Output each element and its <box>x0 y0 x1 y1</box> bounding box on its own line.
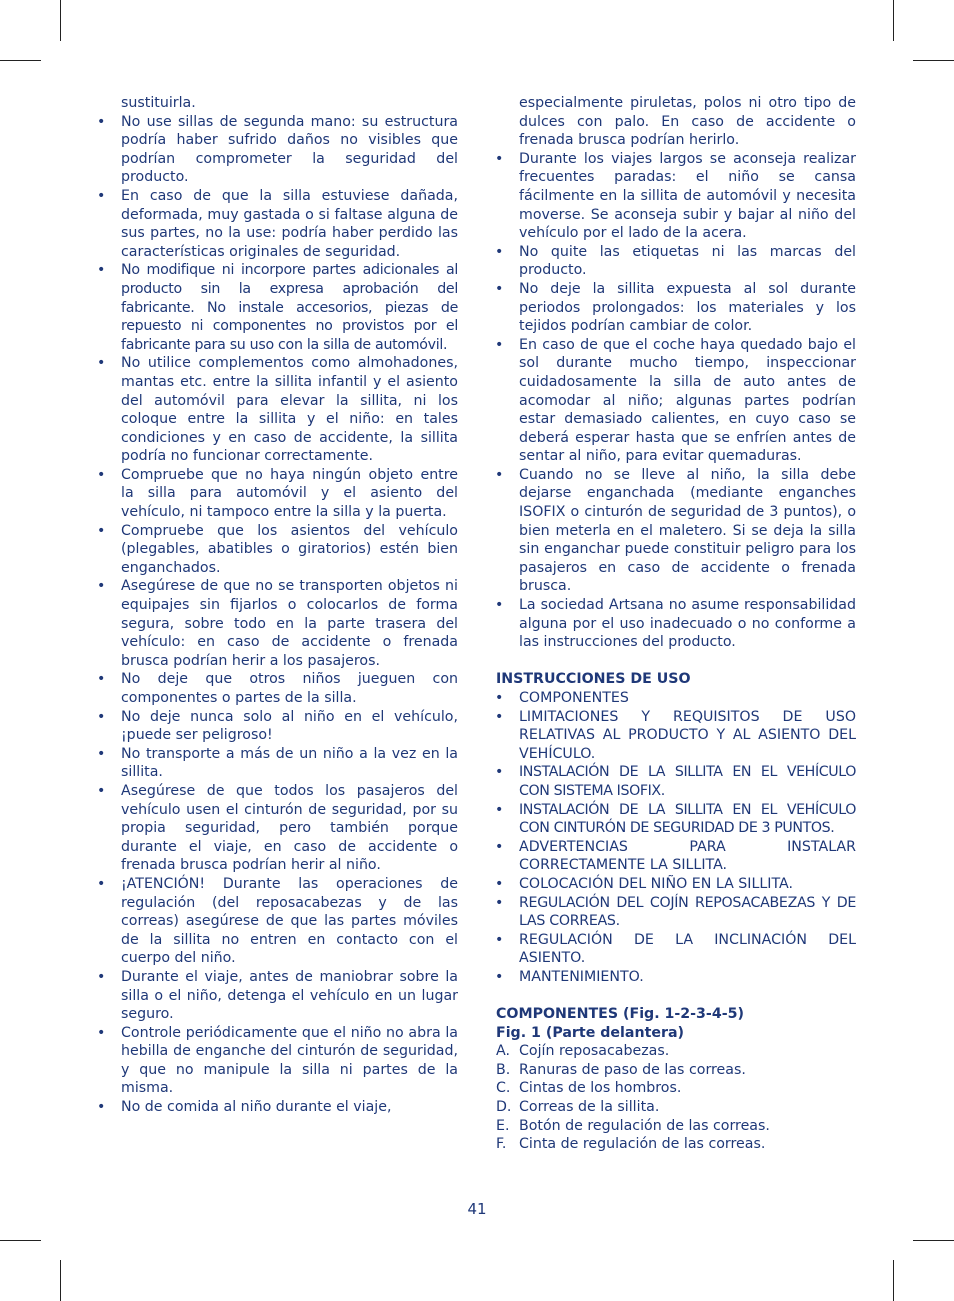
item-text: Cojín reposacabezas. <box>519 1043 670 1060</box>
list-item: • La sociedad Artsana no asume responsabilidad alguna por el uso inadecuado o no conforme a las instrucciones del producto. <box>519 596 856 652</box>
component-item <box>496 1135 856 1154</box>
index-item: • LIMITACIONES Y REQUISITOS DE USO RELATIVAS AL PRODUCTO Y AL ASIENTO DEL VEHÍCULO. <box>519 708 856 764</box>
index-item: • INSTALACIÓN DE LA SILLITA EN EL VEHÍCULO CON SISTEMA ISOFIX. <box>519 763 856 800</box>
crop-mark <box>893 0 894 41</box>
item-text: Botón de regulación de las correas. <box>519 1117 770 1134</box>
list-item: • Controle periódicamente que el niño no abra la hebilla de enganche del cinturón de seguridad, y que no manipule la silla ni partes de la misma. <box>121 1024 458 1098</box>
continuation-text: especialmente piruletas, polos ni otro tipo de dulces con palo. En caso de accidente o frenada brusca podrían herirlo. <box>519 95 856 149</box>
list-item: • Durante los viajes largos se aconseja realizar frecuentes paradas: el niño se cansa fácilmente en la sillita de automóvil y necesita moverse. Se aconseja subir y bajar al niño del vehículo por el lado de la acera. <box>519 150 856 243</box>
list-item: • En caso de que el coche haya quedado bajo el sol durante mucho tiempo, inspeccionar cuidadosamente la silla de auto antes de acomodar al niño; algunas partes podrían estar demasiado calientes, en cuyo caso se deberá esperar hasta que se enfríen antes de sentar al niño, para evitar quemaduras. <box>519 336 856 466</box>
list-item: • Asegúrese de que todos los pasajeros del vehículo usen el cinturón de seguridad, por su propia seguridad, pero también porque durante el viaje, en caso de accidente o frenada brusca podrían herir al niño. <box>121 782 458 875</box>
index-item: • REGULACIÓN DEL COJÍN REPOSACABEZAS Y DE LAS CORREAS. <box>519 894 856 931</box>
item-letter: C. <box>496 1080 511 1097</box>
component-item <box>496 1079 856 1098</box>
list-item: • No utilice complementos como almohadones, mantas etc. entre la sillita infantil y el asiento del automóvil para elevar la sillita, ni los coloque entre la sillita y el niño: en tales condiciones y en caso de accidente, la sillita podría no funcionar correctamente. <box>121 354 458 466</box>
safety-warnings-list <box>519 150 856 652</box>
crop-mark <box>0 60 41 61</box>
item-text: Cintas de los hombros. <box>519 1080 682 1097</box>
index-item: • COMPONENTES <box>519 689 856 708</box>
item-text: Cinta de regulación de las correas. <box>519 1136 766 1153</box>
right-column <box>496 94 856 1154</box>
list-item: • No deje que otros niños jueguen con componentes o partes de la silla. <box>121 670 458 707</box>
index-item: • INSTALACIÓN DE LA SILLITA EN EL VEHÍCULO CON CINTURÓN DE SEGURIDAD DE 3 PUNTOS. <box>519 801 856 838</box>
crop-mark <box>913 60 954 61</box>
components-list <box>496 1042 856 1154</box>
continuation-text: sustituirla. <box>121 95 196 111</box>
index-item: • ADVERTENCIAS PARA INSTALAR CORRECTAMENTE LA SILLITA. <box>519 838 856 875</box>
list-item: • Asegúrese de que no se transporten objetos ni equipajes sin fijarlos o colocarlos de forma segura, sobre todo en la parte trasera del vehículo: en caso de accidente o frenada brusca podrían herir a los pasajeros. <box>121 577 458 670</box>
item-text: Correas de la sillita. <box>519 1099 660 1116</box>
list-item: • No use sillas de segunda mano: su estructura podría haber sufrido daños no visibles que podrían comprometer la seguridad del producto. <box>121 113 458 187</box>
list-item: • Compruebe que los asientos del vehículo (plegables, abatibles o giratorios) estén bien enganchados. <box>121 522 458 578</box>
index-item: • MANTENIMIENTO. <box>519 968 856 987</box>
components-heading: COMPONENTES (Fig. 1-2-3-4-5) <box>496 1006 744 1023</box>
crop-mark <box>913 1240 954 1241</box>
page-number: 41 <box>467 1200 487 1218</box>
item-letter: D. <box>496 1099 512 1116</box>
item-letter: B. <box>496 1061 511 1078</box>
list-item: • No modifique ni incorpore partes adicionales al producto sin la expresa aprobación del fabricante. No instale accesorios, piezas de repuesto ni componentes no provistos por el fabricante para su uso con la silla de automóvil. <box>121 261 458 354</box>
list-item: • ¡ATENCIÓN! Durante las operaciones de regulación (del reposacabezas y de las correas) asegúrese de que las partes móviles de la sillita no entren en contacto con el cuerpo del niño. <box>121 875 458 968</box>
instructions-heading: INSTRUCCIONES DE USO <box>496 671 691 688</box>
item-letter: A. <box>496 1043 510 1060</box>
list-item: • No quite las etiquetas ni las marcas del producto. <box>519 243 856 280</box>
crop-mark <box>60 1260 61 1301</box>
list-item: • No de comida al niño durante el viaje, <box>121 1098 458 1117</box>
item-text: Ranuras de paso de las correas. <box>519 1061 746 1078</box>
component-item <box>496 1117 856 1136</box>
component-item <box>496 1061 856 1080</box>
list-item: • Durante el viaje, antes de maniobrar sobre la silla o el niño, detenga el vehículo en un lugar seguro. <box>121 968 458 1024</box>
safety-warnings-list <box>121 113 458 1117</box>
crop-mark <box>60 0 61 41</box>
list-item: • En caso de que la silla estuviese dañada, deformada, muy gastada o si faltase alguna de sus partes, no la use: podría haber perdido las características originales de seguridad. <box>121 187 458 261</box>
instructions-index-list <box>519 689 856 987</box>
list-item: • No deje nunca solo al niño en el vehículo, ¡puede ser peligroso! <box>121 708 458 745</box>
crop-mark <box>893 1260 894 1301</box>
component-item <box>496 1098 856 1117</box>
list-item: • No transporte a más de un niño a la vez en la sillita. <box>121 745 458 782</box>
list-item: • Cuando no se lleve al niño, la silla debe dejarse enganchada (mediante enganches ISOFIX o cinturón de seguridad de 3 puntos), o bien meterla en el maletero. Si se deja la silla sin enganchar puede constituir peligro para los pasajeros en caso de accidente o frenada brusca. <box>519 466 856 596</box>
item-letter: E. <box>496 1117 510 1134</box>
fig1-heading: Fig. 1 (Parte delantera) <box>496 1024 685 1041</box>
index-item: • COLOCACIÓN DEL NIÑO EN LA SILLITA. <box>519 875 856 894</box>
index-item: • REGULACIÓN DE LA INCLINACIÓN DEL ASIENTO. <box>519 931 856 968</box>
left-column <box>121 94 458 1117</box>
crop-mark <box>0 1240 41 1241</box>
list-item: • No deje la sillita expuesta al sol durante periodos prolongados: los materiales y los tejidos podrían cambiar de color. <box>519 280 856 336</box>
component-item <box>496 1042 856 1061</box>
list-item: • Compruebe que no haya ningún objeto entre la silla para automóvil y el asiento del vehículo, ni tampoco entre la silla y la puerta. <box>121 466 458 522</box>
item-letter: F. <box>496 1136 507 1153</box>
